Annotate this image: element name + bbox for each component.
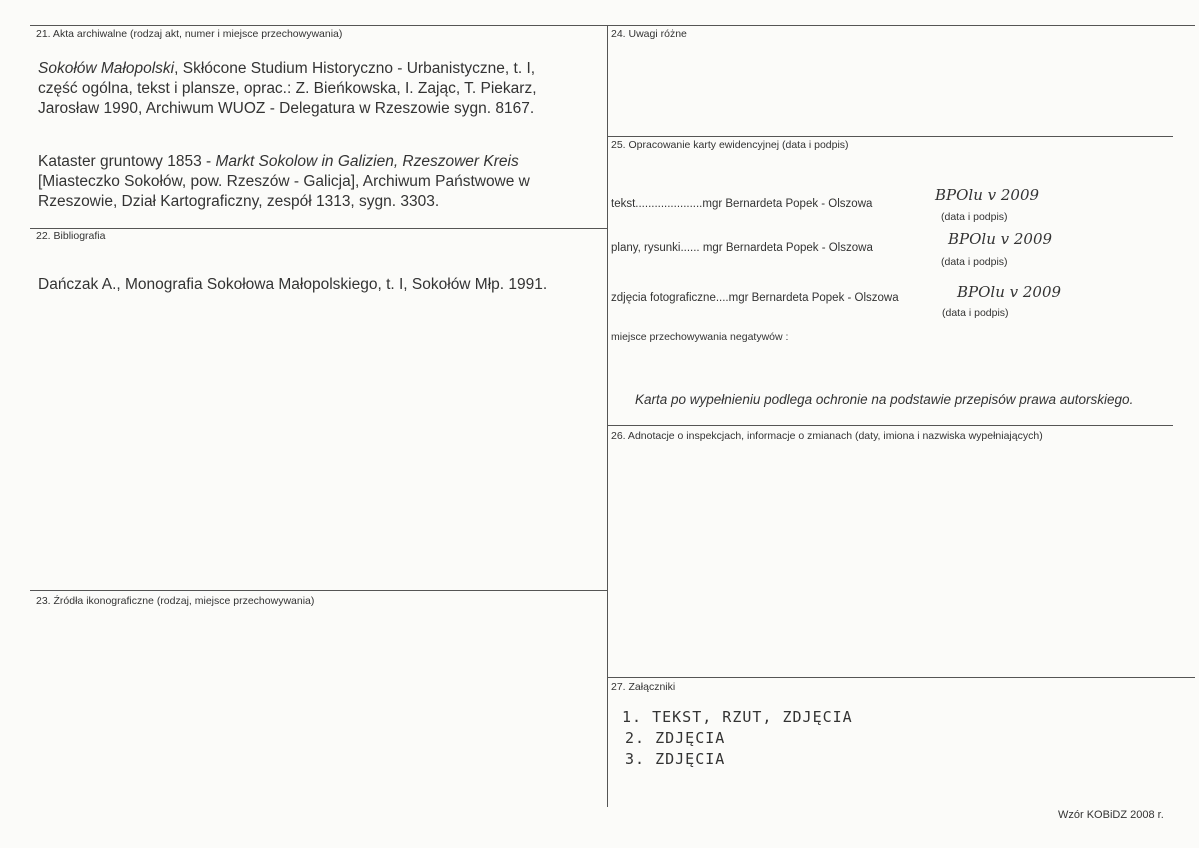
signature-plans: BPOlu v 2009: [948, 230, 1053, 248]
section-24-label: 24. Uwagi różne: [611, 28, 687, 40]
rule-26: [607, 425, 1173, 426]
section-27-label: 27. Załączniki: [611, 681, 676, 693]
archive-record-2: [38, 152, 583, 212]
author-row-text: tekst.....................mgr Bernardeta Popek - Olszowa: [611, 198, 873, 210]
center-divider: [607, 25, 608, 807]
attachment-item-3: 3. ZDJĘCIA: [625, 750, 726, 768]
section-21-label: 21. Akta archiwalne (rodzaj akt, numer i miejsce przechowywania): [36, 28, 343, 40]
signature-photos: BPOlu v 2009: [957, 283, 1062, 301]
form-template-version: Wzór KOBiDZ 2008 r.: [1058, 809, 1164, 821]
attachment-item-1: 1. TEKST, RZUT, ZDJĘCIA: [622, 708, 853, 726]
rule-22: [30, 228, 607, 229]
archive-record-2-line3: Rzeszowie, Dział Kartograficzny, zespół 1313, sygn. 3303.: [38, 193, 440, 210]
attachment-item-2: 2. ZDJĘCIA: [625, 729, 726, 747]
rule-27: [607, 677, 1195, 678]
date-sign-text: (data i podpis): [941, 211, 1008, 223]
section-26-label: 26. Adnotacje o inspekcjach, informacje o zmianach (daty, imiona i nazwiska wypełniających): [611, 430, 1043, 442]
rule-25: [607, 136, 1173, 137]
author-row-photos: zdjęcia fotograficzne....mgr Bernardeta Popek - Olszowa: [611, 292, 899, 304]
archive-record-1-line1: Sokołów Małopolski, Skłócone Studium Historyczno - Urbanistyczne, t. I,: [38, 60, 536, 77]
date-sign-photos: (data i podpis): [942, 307, 1009, 319]
top-rule: [30, 25, 1195, 26]
archive-record-1-line2: część ogólna, tekst i plansze, oprac.: Z. Bieńkowska, I. Zając, T. Piekarz,: [38, 80, 537, 97]
archive-record-2-line1: Kataster gruntowy 1853 - Markt Sokolow in Galizien, Rzeszower Kreis: [38, 153, 519, 170]
archive-record-1: [38, 59, 583, 119]
bibliography-entry: Dańczak A., Monografia Sokołowa Małopolskiego, t. I, Sokołów Młp. 1991.: [38, 276, 548, 293]
negatives-location: miejsce przechowywania negatywów :: [611, 331, 789, 343]
rule-23: [30, 590, 607, 591]
section-22-label: 22. Bibliografia: [36, 230, 106, 242]
archive-record-1-line3: Jarosław 1990, Archiwum WUOZ - Delegatura w Rzeszowie sygn. 8167.: [38, 100, 535, 117]
signature-text: BPOlu v 2009: [935, 186, 1040, 204]
section-25-label: 25. Opracowanie karty ewidencyjnej (data i podpis): [611, 139, 849, 151]
archive-record-2-line2: [Miasteczko Sokołów, pow. Rzeszów - Galicja], Archiwum Państwowe w: [38, 173, 530, 190]
date-sign-plans: (data i podpis): [941, 256, 1008, 268]
copyright-note: Karta po wypełnieniu podlega ochronie na podstawie przepisów prawa autorskiego.: [635, 392, 1134, 407]
section-23-label: 23. Źródła ikonograficzne (rodzaj, miejsce przechowywania): [36, 595, 315, 607]
author-row-plans: plany, rysunki...... mgr Bernardeta Popek - Olszowa: [611, 242, 873, 254]
